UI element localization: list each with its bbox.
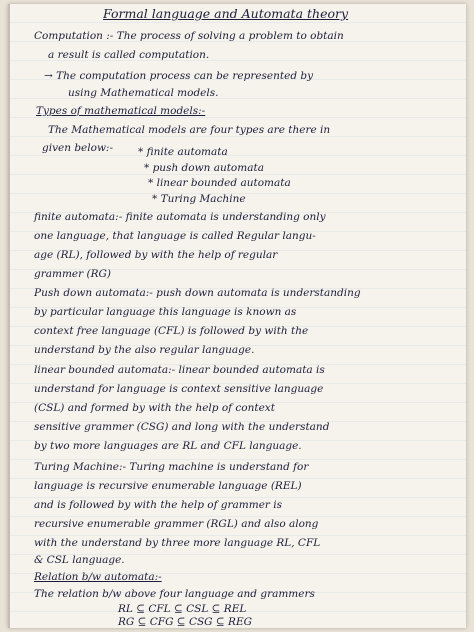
note-line: understand for language is context sensitive language — [34, 383, 324, 395]
note-line: → The computation process can be represented by — [44, 70, 314, 82]
note-line: using Mathematical models. — [68, 87, 219, 99]
note-line: understand by the also regular language. — [34, 344, 255, 356]
list-item: * Turing Machine — [152, 193, 246, 205]
note-line: a result is called computation. — [48, 49, 210, 61]
relation-formula: RG ⊆ CFG ⊆ CSG ⊆ REG — [118, 616, 252, 628]
note-line: grammer (RG) — [34, 268, 111, 280]
page-title: Formal language and Automata theory — [103, 6, 349, 21]
note-line: & CSL language. — [34, 554, 125, 566]
note-line: age (RL), followed by with the help of regular — [34, 249, 278, 261]
note-line: The Mathematical models are four types are there in — [48, 124, 331, 136]
section-heading: Relation b/w automata:- — [34, 571, 162, 583]
note-line: given below:- — [42, 142, 114, 154]
relation-formula: RL ⊆ CFL ⊆ CSL ⊆ REL — [118, 603, 247, 615]
note-line: recursive enumerable grammer (RGL) and also along — [34, 518, 319, 530]
note-line: finite automata:- finite automata is understanding only — [34, 211, 326, 223]
note-line: by two more languages are RL and CFL language. — [34, 440, 302, 452]
note-line: language is recursive enumerable language (REL) — [34, 480, 302, 492]
list-item: * linear bounded automata — [148, 177, 291, 189]
note-line: with the understand by three more language RL, CFL — [34, 537, 321, 549]
handwritten-notes — [8, 4, 466, 628]
note-line: linear bounded automata:- linear bounded automata is — [34, 364, 325, 376]
note-line: context free language (CFL) is followed by with the — [34, 325, 309, 337]
section-heading: Types of mathematical models:- — [36, 105, 206, 117]
note-line: and is followed by with the help of grammer is — [34, 499, 283, 511]
list-item: * finite automata — [138, 146, 228, 158]
note-line: by particular language this language is known as — [34, 306, 297, 318]
note-line: Push down automata:- push down automata is understanding — [34, 287, 361, 299]
list-item: * push down automata — [144, 162, 264, 174]
note-line: Turing Machine:- Turing machine is understand for — [34, 461, 309, 473]
note-line: one language, that language is called Regular langu- — [34, 230, 316, 242]
notebook-page — [8, 4, 466, 628]
note-line: sensitive grammer (CSG) and long with the understand — [34, 421, 330, 433]
note-line: (CSL) and formed by with the help of context — [34, 402, 275, 414]
note-line: The relation b/w above four language and grammers — [34, 588, 315, 600]
note-line: Computation :- The process of solving a problem to obtain — [34, 30, 344, 42]
